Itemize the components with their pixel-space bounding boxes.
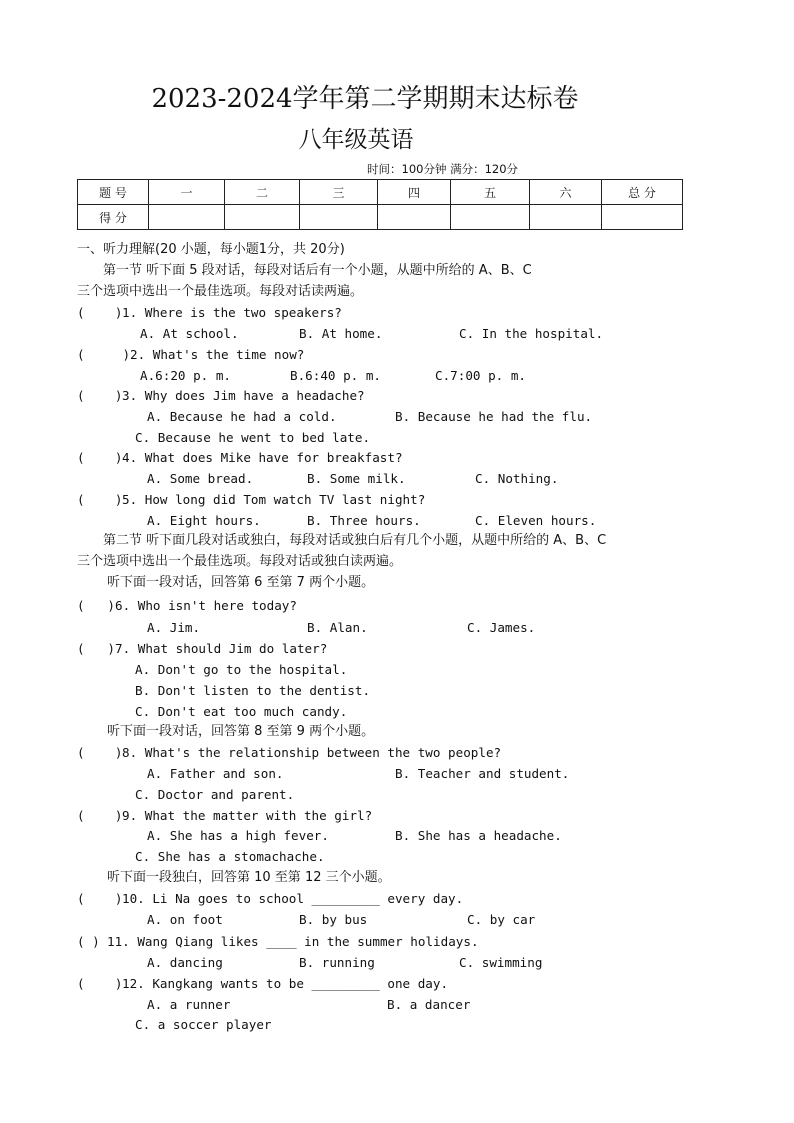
score-table-score-row <box>78 205 683 230</box>
answer-bracket[interactable]: ( ) <box>77 891 123 906</box>
option-c: C.7:00 p. m. <box>435 368 526 383</box>
score-table-cell: 四 <box>378 180 451 205</box>
option-c: C. James. <box>467 620 536 635</box>
score-input-cell[interactable] <box>602 205 683 230</box>
option-b: B. Because he had the flu. <box>395 409 593 424</box>
option-c: C. Eleven hours. <box>475 513 597 528</box>
option-b: B.6:40 p. m. <box>290 368 381 383</box>
option-b: B. Teacher and student. <box>395 766 570 781</box>
score-table-cell: 得 分 <box>78 205 149 230</box>
question-stem: 2. What's the time now? <box>130 347 305 362</box>
question-stem: 7. What should Jim do later? <box>115 641 328 656</box>
score-table <box>77 179 683 230</box>
exam-subtitle: 八年级英语 <box>298 127 414 153</box>
answer-bracket[interactable]: ( ) <box>77 388 123 403</box>
score-table-cell: 六 <box>530 180 602 205</box>
option-c: C. a soccer player <box>135 1017 272 1032</box>
part1-instruction: 三个选项中选出一个最佳选项。每段对话读两遍。 <box>77 284 364 299</box>
score-table-header-row <box>78 180 683 205</box>
question-stem: 9. What the matter with the girl? <box>122 808 373 823</box>
monologue-instruction: 听下面一段独白，回答第 10 至第 12 三个小题。 <box>107 870 391 885</box>
question-stem: 11. Wang Qiang likes ____ in the summer holidays. <box>107 934 479 949</box>
score-input-cell[interactable] <box>149 205 225 230</box>
score-input-cell[interactable] <box>225 205 300 230</box>
question-stem: 10. Li Na goes to school _________ every day. <box>122 891 464 906</box>
option-a: A. Eight hours. <box>147 513 261 528</box>
question-stem: 6. Who isn't here today? <box>115 598 297 613</box>
option-a: A. on foot <box>147 912 223 927</box>
option-b: B. Don't listen to the dentist. <box>135 683 371 698</box>
option-c: C. by car <box>467 912 536 927</box>
score-table-cell: 五 <box>451 180 530 205</box>
score-table-cell: 三 <box>300 180 378 205</box>
dialogue-instruction: 听下面一段对话，回答第 8 至第 9 两个小题。 <box>107 724 375 739</box>
option-a: A. Don't go to the hospital. <box>135 662 348 677</box>
option-a: A. Some bread. <box>147 471 254 486</box>
answer-bracket[interactable]: ( ) <box>77 598 115 613</box>
score-table-cell: 总 分 <box>602 180 683 205</box>
option-a: A. Father and son. <box>147 766 284 781</box>
part2-instruction: 三个选项中选出一个最佳选项。每段对话或独白读两遍。 <box>77 554 403 569</box>
score-table-cell: 二 <box>225 180 300 205</box>
answer-bracket[interactable]: ( ) <box>77 934 100 949</box>
section-heading: 一、听力理解(20 小题，每小题1分，共 20分) <box>77 242 345 257</box>
option-b: B. a dancer <box>387 997 471 1012</box>
option-b: B. At home. <box>299 326 383 341</box>
part1-instruction: 第一节 听下面 5 段对话，每段对话后有一个小题，从题中所给的 A、B、C <box>103 263 532 278</box>
answer-bracket[interactable]: ( ) <box>77 305 123 320</box>
option-c: C. In the hospital. <box>459 326 604 341</box>
question-stem: 5. How long did Tom watch TV last night? <box>122 492 426 507</box>
answer-bracket[interactable]: ( ) <box>77 745 123 760</box>
question-stem: 1. Where is the two speakers? <box>122 305 342 320</box>
score-input-cell[interactable] <box>378 205 451 230</box>
score-table-cell: 一 <box>149 180 225 205</box>
option-c: C. Doctor and parent. <box>135 787 295 802</box>
score-input-cell[interactable] <box>530 205 602 230</box>
exam-title: 2023-2024学年第二学期期末达标卷 <box>151 84 579 114</box>
exam-meta: 时间：100分钟 满分：120分 <box>367 162 519 176</box>
option-a: A. Jim. <box>147 620 201 635</box>
answer-bracket[interactable]: ( ) <box>77 450 123 465</box>
option-c: C. Don't eat too much candy. <box>135 704 348 719</box>
question-stem: 8. What's the relationship between the two people? <box>122 745 502 760</box>
option-a: A. dancing <box>147 955 223 970</box>
option-b: B. Three hours. <box>307 513 421 528</box>
score-input-cell[interactable] <box>451 205 530 230</box>
option-a: A. She has a high fever. <box>147 828 329 843</box>
answer-bracket[interactable]: ( ) <box>77 492 123 507</box>
option-b: B. by bus <box>299 912 368 927</box>
dialogue-instruction: 听下面一段对话，回答第 6 至第 7 两个小题。 <box>107 575 375 590</box>
option-b: B. running <box>299 955 375 970</box>
answer-bracket[interactable]: ( ) <box>77 808 123 823</box>
answer-bracket[interactable]: ( ) <box>77 976 123 991</box>
question-stem: 4. What does Mike have for breakfast? <box>122 450 403 465</box>
question-stem: 12. Kangkang wants to be _________ one day. <box>122 976 449 991</box>
part2-instruction: 第二节 听下面几段对话或独白，每段对话或独白后有几个小题，从题中所给的 A、B、C <box>103 533 607 548</box>
score-input-cell[interactable] <box>300 205 378 230</box>
option-b: B. Some milk. <box>307 471 406 486</box>
option-a: A. a runner <box>147 997 231 1012</box>
option-c: C. Because he went to bed late. <box>135 430 371 445</box>
answer-bracket[interactable]: ( ) <box>77 641 115 656</box>
option-a: A. Because he had a cold. <box>147 409 337 424</box>
option-c: C. swimming <box>459 955 543 970</box>
score-table-cell: 题 号 <box>78 180 149 205</box>
option-a: A.6:20 p. m. <box>140 368 231 383</box>
option-c: C. She has a stomachache. <box>135 849 325 864</box>
answer-bracket[interactable]: ( ) <box>77 347 131 362</box>
question-stem: 3. Why does Jim have a headache? <box>122 388 365 403</box>
option-b: B. She has a headache. <box>395 828 562 843</box>
option-c: C. Nothing. <box>475 471 559 486</box>
option-a: A. At school. <box>140 326 239 341</box>
option-b: B. Alan. <box>307 620 368 635</box>
